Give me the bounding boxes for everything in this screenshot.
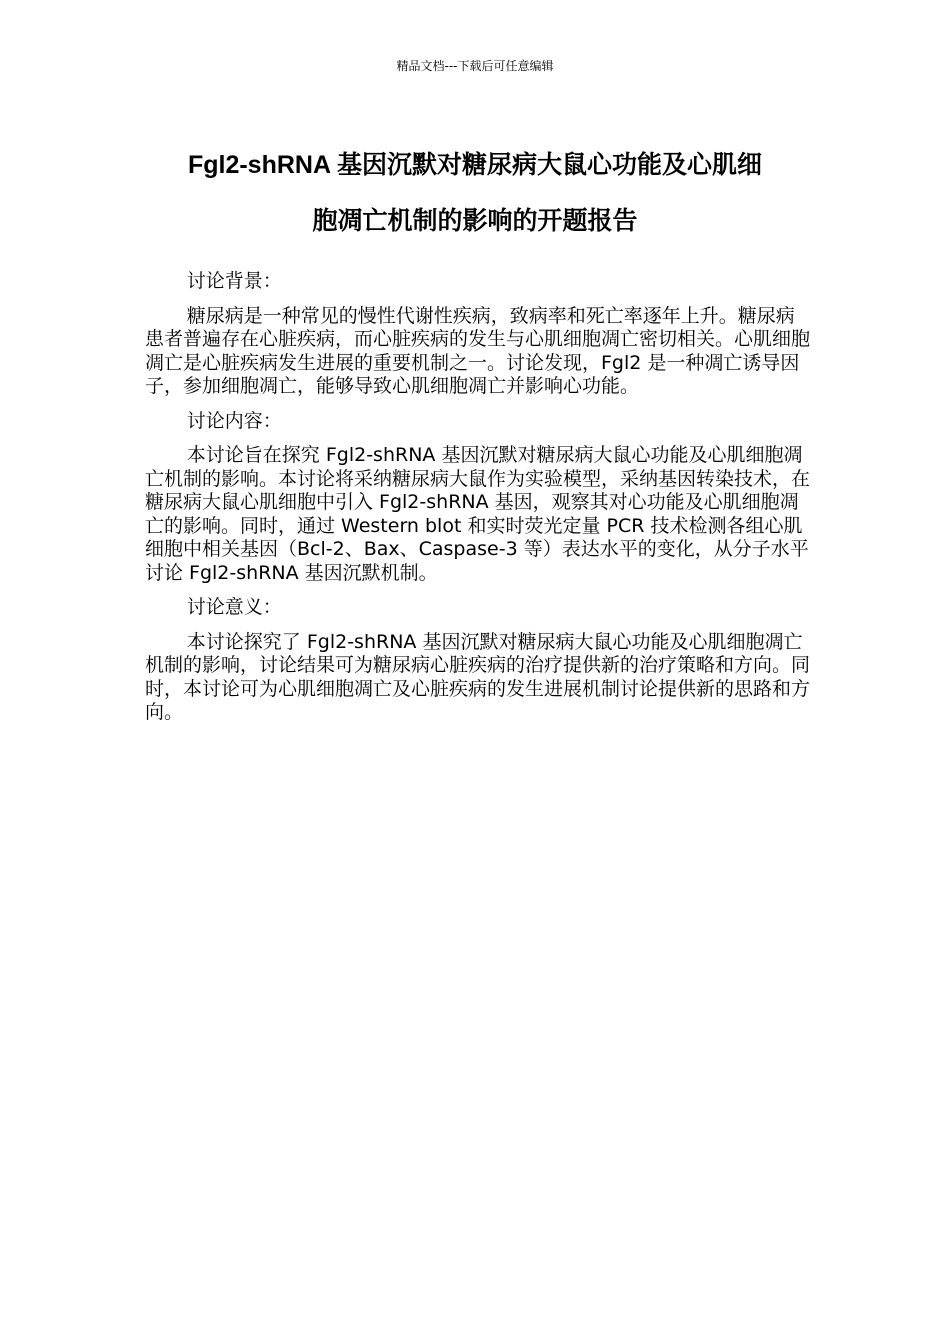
section-heading-background: 讨论背景：	[186, 270, 282, 292]
section-heading-significance: 讨论意义：	[186, 596, 282, 618]
title-line-2: 胞凋亡机制的影响的开题报告	[312, 207, 638, 235]
section-text-significance: 本讨论探究了 Fgl2-shRNA 基因沉默对糖尿病大鼠心功能及心肌细胞凋亡机制的影响，讨论结果可为糖尿病心脏疾病的治疗提供新的治疗策略和方向。同时，本讨论可为心肌细胞凋亡及心脏疾病的发生进展机制讨论提供新的思路和方向。	[145, 630, 811, 723]
document-title	[140, 137, 810, 249]
section-heading-content: 讨论内容：	[186, 409, 282, 432]
page-header: 精品文档---下载后可任意编辑	[396, 59, 554, 73]
document-body	[145, 270, 810, 736]
section-text-background: 糖尿病是一种常见的慢性代谢性疾病，致病率和死亡率逐年上升。糖尿病患者普遍存在心脏疾病，而心脏疾病的发生与心肌细胞凋亡密切相关。心肌细胞凋亡是心脏疾病发生进展的重要机制之一。讨论发现，Fgl2 是一种凋亡诱导因子，参加细胞凋亡，能够导致心肌细胞凋亡并影响心功能。	[145, 304, 811, 397]
title-line-1: Fgl2-shRNA 基因沉默对糖尿病大鼠心功能及心肌细	[187, 151, 763, 179]
section-text-content: 本讨论旨在探究 Fgl2-shRNA 基因沉默对糖尿病大鼠心功能及心肌细胞凋亡机制的影响。本讨论将采纳糖尿病大鼠作为实验模型，采纳基因转染技术，在糖尿病大鼠心肌细胞中引入 Fgl2-shRNA 基因，观察其对心功能及心肌细胞凋亡的影响。同时，通过 Western blot 和实时荧光定量 PCR 技术检测各组心肌细胞中相关基因（Bcl-2、Bax、Caspase-3 等）表达水平的变化，从分子水平讨论 Fgl2-shRNA 基因沉默机制。	[145, 444, 811, 584]
